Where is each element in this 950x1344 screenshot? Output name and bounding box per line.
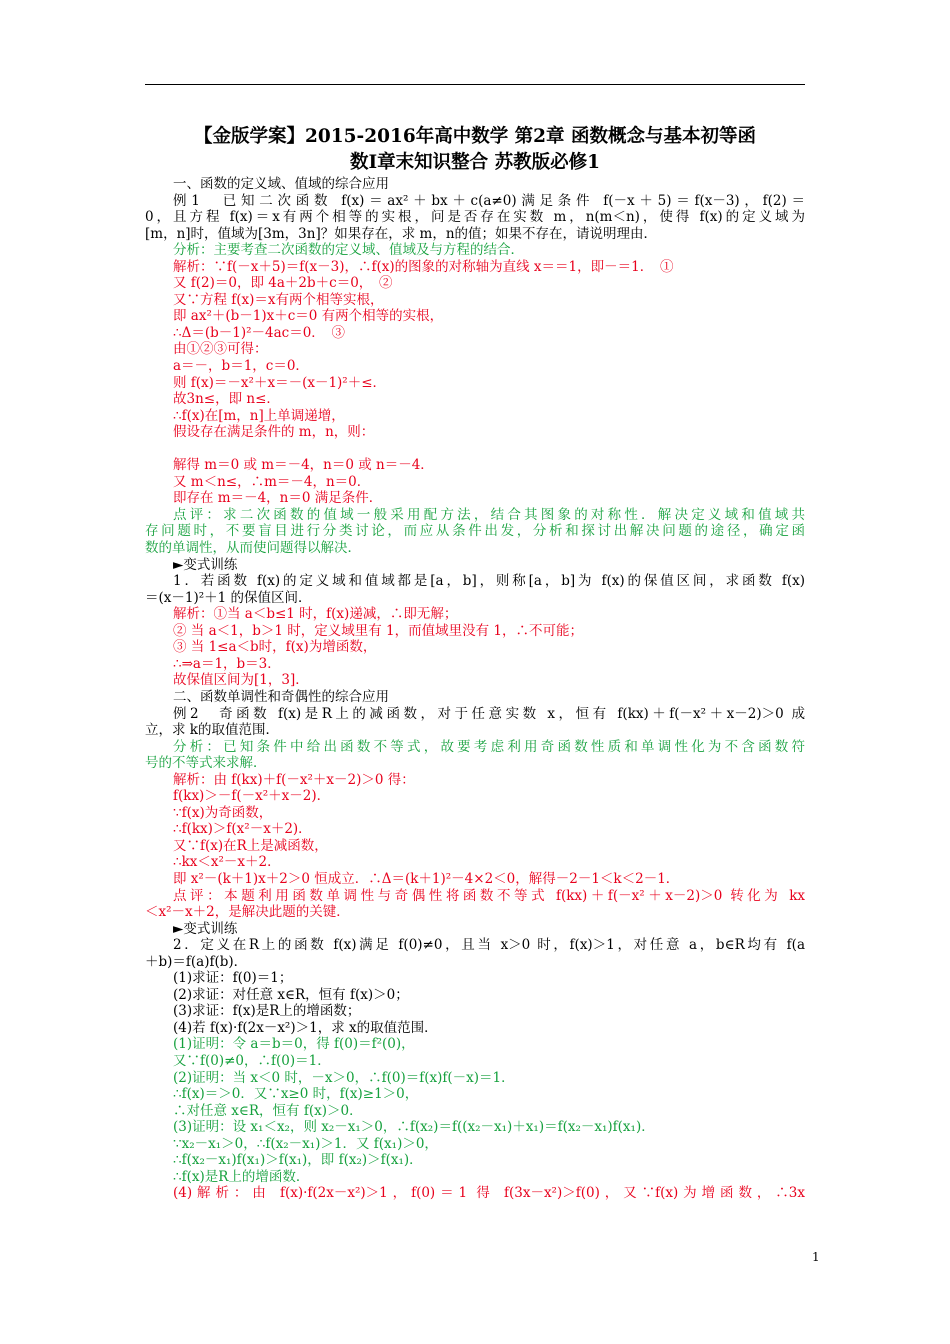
page-number: 1 — [812, 1250, 820, 1264]
text-line: ∴⇒a＝1，b＝3． — [173, 655, 281, 672]
text-line: [m，n]时，值域为[3m，3n]？如果存在，求 m，n的值；如果不存在，请说明理由． — [145, 225, 658, 242]
text-line: 0，且方程 f(x)＝x有两个相等的实根，问是否存在实数 m，n(m＜n)，使得 f(x)的定义域为 — [145, 209, 805, 226]
text-line: 解析：∵f(－x＋5)＝f(x－3)，∴f(x)的图象的对称轴为直线 x＝＝1，即－＝1． ① — [173, 258, 674, 275]
text-line: 由①②③可得： — [173, 341, 268, 358]
text-line: (3)求证：f(x)是R上的增函数； — [173, 1003, 361, 1020]
text-line: 二、函数单调性和奇偶性的综合应用 — [173, 688, 389, 705]
text-line: 例1 已知二次函数 f(x)＝ax²＋bx＋c(a≠0)满足条件 f(－x＋5)＝f(x－3)，f(2)＝ — [173, 192, 805, 209]
text-line: 立，求 k的取值范围． — [145, 722, 279, 739]
text-line: a＝－，b＝1，c＝0． — [173, 358, 309, 375]
text-line: 即存在 m＝－4，n＝0 满足条件． — [173, 490, 383, 507]
text-line: ∴Δ＝(b－1)²－4ac＝0． ③ — [173, 324, 346, 341]
text-line: 又 m＜n≤，∴m＝－4，n＝0． — [173, 473, 371, 490]
text-line: 解析：由 f(kx)＋f(－x²＋x－2)＞0 得： — [173, 771, 415, 788]
text-line: 又 f(2)＝0，即 4a＋2b＋c＝0， ② — [173, 275, 393, 292]
text-line: ② 当 a＜1，b＞1 时，定义域里有 1，而值域里没有 1，∴不可能； — [173, 622, 584, 639]
text-line: (3)证明：设 x₁＜x₂，则 x₂－x₁＞0，∴f(x₂)＝f((x₂－x₁)＋x₁)＝f(x₂－x₁)f(x₁)． — [173, 1119, 655, 1136]
text-line: 假设存在满足条件的 m，n，则： — [173, 424, 375, 441]
text-line: ∴对任意 x∈R，恒有 f(x)＞0． — [173, 1102, 363, 1119]
text-line: 解析：①当 a＜b≤1 时，f(x)递减，∴即无解； — [173, 606, 458, 623]
text-line: ＋b)＝f(a)f(b)． — [145, 953, 248, 970]
text-line: (2)证明：当 x＜0 时，－x＞0，∴f(0)＝f(x)f(－x)＝1． — [173, 1069, 515, 1086]
text-line: (2)求证：对任意 x∈R，恒有 f(x)＞0； — [173, 986, 409, 1003]
text-line: (1)证明：令 a＝b＝0，得 f(0)＝f²(0)， — [173, 1036, 415, 1053]
text-line: 又∵f(0)≠0，∴f(0)＝1． — [173, 1052, 331, 1069]
text-line: 号的不等式来求解． — [145, 755, 267, 772]
text-line: ∵f(x)为奇函数， — [173, 804, 273, 821]
text-line: 即 x²－(k＋1)x＋2＞0 恒成立．∴Δ＝(k＋1)²－4×2＜0，解得－2－1＜k＜2－1． — [173, 870, 680, 887]
text-line: 点评：本题利用函数单调性与奇偶性将函数不等式 f(kx)＋f(－x²＋x－2)＞0 转化为 kx — [173, 887, 805, 904]
text-line: (4)若 f(x)·f(2x－x²)＞1，求 x的取值范围． — [173, 1019, 438, 1036]
text-line: 存问题时，不要盲目进行分类讨论，而应从条件出发，分析和探讨出解决问题的途径，确定函 — [145, 523, 805, 540]
text-line: ③ 当 1≤a＜b时，f(x)为增函数， — [173, 639, 377, 656]
text-line: ∴f(x)是R上的增函数． — [173, 1168, 310, 1185]
document-body — [145, 176, 805, 1202]
text-line: (4)解析：由 f(x)·f(2x－x²)＞1，f(0)＝1 得 f(3x－x²)＞f(0)，又∵f(x)为增函数，∴3x — [173, 1185, 805, 1202]
text-line: 2．定义在R上的函数 f(x)满足 f(0)≠0，且当 x＞0 时，f(x)＞1，对任意 a，b∈R均有 f(a — [173, 937, 805, 954]
text-line: ∴f(x)在[m，n]上单调递增， — [173, 407, 345, 424]
text-line: ►变式训练 — [173, 920, 238, 937]
text-line: f(kx)＞－f(－x²＋x－2)． — [173, 788, 331, 805]
text-line: 数的单调性，从而使问题得以解决． — [145, 540, 361, 557]
text-line: 又∵f(x)在R上是减函数， — [173, 837, 328, 854]
text-line: 即 ax²＋(b－1)x＋c＝0 有两个相等的实根， — [173, 308, 444, 325]
text-line: ∴kx＜x²－x＋2． — [173, 854, 281, 871]
text-line: 则 f(x)＝－x²＋x＝－(x－1)²＋≤． — [173, 374, 387, 391]
text-line: 故3n≤，即 n≤． — [173, 391, 280, 408]
text-line: 一、函数的定义域、值域的综合应用 — [173, 176, 389, 192]
header-rule — [145, 84, 805, 85]
title-line-2: 数Ⅰ章末知识整合 苏教版必修1 — [350, 152, 600, 173]
text-line: ＜x²－x＋2，是解决此题的关键． — [145, 904, 350, 921]
text-line: 例2 奇函数 f(x)是R上的减函数，对于任意实数 x，恒有 f(kx)＋f(－x²＋x－2)＞0 成 — [173, 705, 805, 722]
document-title — [145, 124, 805, 176]
text-line — [145, 441, 805, 458]
text-line: 解得 m＝0 或 m＝－4，n＝0 或 n＝－4． — [173, 457, 434, 474]
text-line: ∵x₂－x₁＞0，∴f(x₂－x₁)＞1．又 f(x₁)＞0， — [173, 1135, 438, 1152]
text-line: ∴f(x)＝＞0．又∵x≥0 时，f(x)≥1＞0， — [173, 1086, 419, 1103]
text-line: 故保值区间为[1，3]． — [173, 672, 309, 689]
text-line: ＝(x－1)²＋1 的保值区间． — [145, 589, 312, 606]
text-line: 又∵方程 f(x)＝x有两个相等实根， — [173, 291, 384, 308]
text-line: ∴f(x₂－x₁)f(x₁)＞f(x₁)，即 f(x₂)＞f(x₁)． — [173, 1152, 423, 1169]
title-line-1: 【金版学案】2015-2016年高中数学 第2章 函数概念与基本初等函 — [194, 126, 756, 147]
text-line: 1．若函数 f(x)的定义域和值域都是[a，b]，则称[a，b]为 f(x)的保值区间，求函数 f(x) — [173, 573, 805, 590]
text-line: ∴f(kx)＞f(x²－x＋2)． — [173, 821, 312, 838]
text-line: 分析：主要考查二次函数的定义域、值域及与方程的结合． — [173, 242, 524, 259]
text-line: 点评：求二次函数的值域一般采用配方法，结合其图象的对称性．解决定义域和值域共 — [173, 506, 805, 523]
text-line: 分析：已知条件中给出函数不等式，故要考虑利用奇函数性质和单调性化为不含函数符 — [173, 738, 805, 755]
text-line: (1)求证：f(0)＝1； — [173, 970, 293, 987]
text-line: ►变式训练 — [173, 556, 238, 573]
